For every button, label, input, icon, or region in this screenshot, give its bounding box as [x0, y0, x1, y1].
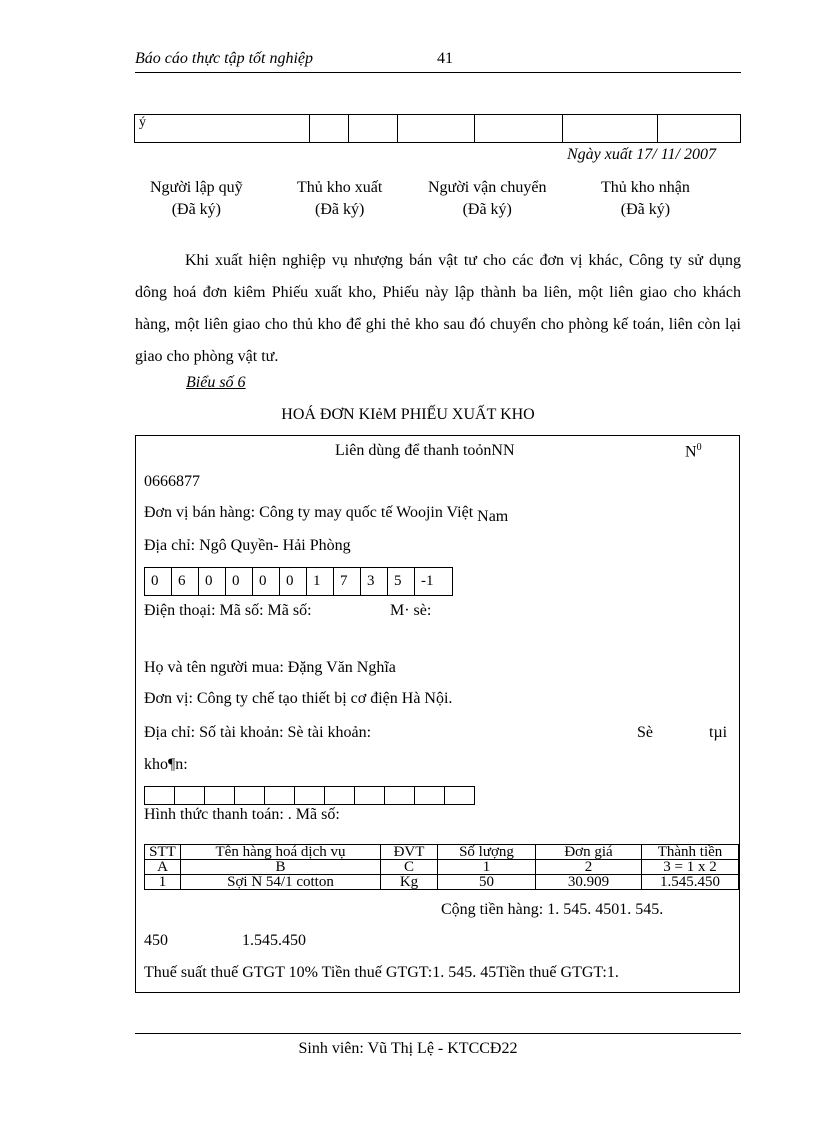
- page-number: 41: [437, 50, 453, 67]
- tax-code-grid: [144, 567, 453, 596]
- invoice-box: [135, 435, 740, 993]
- account-cell: [235, 787, 265, 805]
- column-header: Tên hàng hoá dịch vụ: [181, 845, 381, 860]
- signature-status: (Đã ký): [315, 201, 365, 218]
- signature-status: (Đã ký): [462, 201, 512, 218]
- account-cell: [325, 787, 355, 805]
- tax-digit: 7: [334, 568, 361, 596]
- signature-block: [428, 177, 546, 221]
- tax-digit: 0: [253, 568, 280, 596]
- phone-tail: M· sè:: [390, 602, 432, 619]
- account-cell: [415, 787, 445, 805]
- table-cell: 1.545.450: [642, 875, 739, 890]
- account-line: kho¶n:: [144, 756, 188, 773]
- total-line: Cộng tiền hàng: 1. 545. 4501. 545.: [441, 901, 664, 918]
- account-cell: [355, 787, 385, 805]
- signature-block: [150, 177, 243, 221]
- report-title: Báo cáo thực tập tốt nghiệp: [135, 50, 314, 67]
- total-line-continued: 450: [144, 932, 168, 949]
- previous-table-row: [134, 114, 741, 143]
- no-sup: 0: [696, 442, 702, 453]
- signature-block: [297, 177, 382, 221]
- tax-digit: 0: [280, 568, 307, 596]
- table-cell: B: [181, 860, 381, 875]
- column-header: ĐVT: [381, 845, 438, 860]
- table-cell: [563, 115, 658, 143]
- signature-role: Người lập quỹ: [150, 179, 243, 196]
- form-number: Biểu số 6: [186, 374, 246, 391]
- table-cell: Sợi N 54/1 cotton: [181, 875, 381, 890]
- invoice-no-label: [685, 442, 702, 461]
- seller-address: Địa chỉ: Ngô Quyền- Hải Phòng: [144, 537, 351, 554]
- table-row: [145, 875, 739, 890]
- table-cell: 1: [438, 860, 536, 875]
- table-header-row: [145, 845, 739, 860]
- buyer-address: Địa chỉ: Số tài khoản: Sè tài khoản:: [144, 724, 372, 741]
- table-cell: Kg: [381, 875, 438, 890]
- account-cell: [175, 787, 205, 805]
- signature-block: [601, 177, 690, 221]
- table-cell: A: [145, 860, 181, 875]
- table-cell: C: [381, 860, 438, 875]
- signature-status: (Đã ký): [620, 201, 671, 218]
- buyer-unit: Đơn vị: Công ty chế tạo thiết bị cơ điện Hà Nội.: [144, 690, 453, 707]
- copy-line: Liên dùng để thanh toỏnNN: [335, 442, 515, 459]
- vat-line: Thuế suất thuế GTGT 10% Tiền thuế GTGT:1. 545. 45Tiền thuế GTGT:1.: [144, 964, 619, 981]
- table-cell: 50: [438, 875, 536, 890]
- column-header: Đơn giá: [536, 845, 642, 860]
- account-cell: [205, 787, 235, 805]
- account-cell: [445, 787, 475, 805]
- export-date: Ngày xuất 17/ 11/ 2007: [566, 146, 716, 163]
- table-cell: [398, 115, 475, 143]
- paragraph-text: Khi xuất hiện nghiệp vụ nhượng bán vật tư cho các đơn vị khác, Công ty sử dụng dông hoá đơn kiêm Phiếu xuất kho, Phiếu này lập thành ba liên, một liên giao cho khách hàng, một liên giao cho thủ kho để ghi thẻ kho sau đó chuyển cho phòng kế toán, liên còn lại giao cho phòng vật tư.: [135, 252, 741, 365]
- tax-digit: 1: [307, 568, 334, 596]
- table-cell: [310, 115, 349, 143]
- total-line-continued: 1.545.450: [242, 932, 306, 949]
- account-cell: [385, 787, 415, 805]
- table-cell: [475, 115, 563, 143]
- signature-role: Thủ kho nhận: [601, 179, 690, 196]
- signature-role: Người vận chuyển: [428, 179, 547, 196]
- phone-line: Điện thoại: Mã số: Mã số:: [144, 602, 312, 619]
- body-paragraph: [135, 245, 741, 373]
- table-cell: [658, 115, 741, 143]
- table-cell: 30.909: [536, 875, 642, 890]
- seller-tail: Nam: [477, 508, 509, 525]
- column-header: Số lượng: [438, 845, 536, 860]
- seller-text: Đơn vị bán hàng: Công ty may quốc tế Woojin Việt: [144, 504, 474, 521]
- column-header: Thành tiền: [642, 845, 739, 860]
- account-cell: [145, 787, 175, 805]
- tax-digit: 0: [199, 568, 226, 596]
- table-cell: ý: [135, 115, 310, 143]
- buyer-tail: tµi: [709, 724, 728, 741]
- account-cell: [265, 787, 295, 805]
- signature-status: (Đã ký): [171, 201, 221, 218]
- signature-role: Thủ kho xuất: [297, 179, 383, 196]
- invoice-number: 0666877: [144, 473, 200, 490]
- tax-digit: 0: [226, 568, 253, 596]
- seller: [144, 504, 509, 525]
- tax-digit: 3: [361, 568, 388, 596]
- table-cell: 1: [145, 875, 181, 890]
- no-label: N: [685, 443, 697, 461]
- account-grid: [144, 786, 475, 805]
- invoice-title: HOÁ ĐƠN KIẻM PHIẾU XUẤT KHO: [281, 406, 535, 423]
- buyer-name: Họ và tên người mua: Đặng Văn Nghĩa: [144, 659, 396, 676]
- goods-table: [144, 844, 739, 890]
- header-rule: [135, 72, 741, 73]
- tax-digit: 5: [388, 568, 415, 596]
- table-code-row: [145, 860, 739, 875]
- tax-digit: 6: [172, 568, 199, 596]
- footer-student: Sinh viên: Vũ Thị Lệ - KTCCĐ22: [298, 1040, 518, 1057]
- table-cell: 2: [536, 860, 642, 875]
- account-cell: [295, 787, 325, 805]
- table-cell: 3 = 1 x 2: [642, 860, 739, 875]
- buyer-tail: Sè: [637, 724, 653, 741]
- tax-digit: 0: [145, 568, 172, 596]
- payment-line: Hình thức thanh toán: . Mã số:: [144, 806, 340, 823]
- column-header: STT: [145, 845, 181, 860]
- tax-digit: -1: [415, 568, 453, 596]
- table-cell: [349, 115, 398, 143]
- footer-rule: [135, 1033, 741, 1034]
